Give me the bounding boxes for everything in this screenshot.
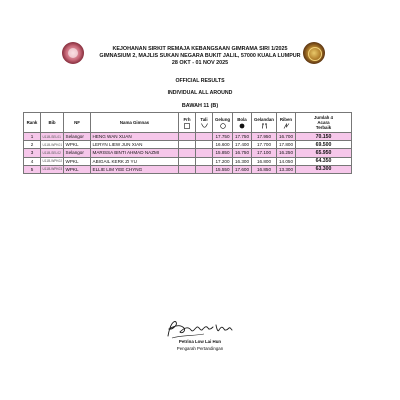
cell-bib: U11B-SEL01 xyxy=(41,133,64,141)
col-gelandan xyxy=(252,113,277,133)
cell-gelung: 15.850 xyxy=(213,149,233,157)
age-group-label: BAWAH 11 (B) xyxy=(181,103,219,109)
rope-icon xyxy=(201,123,208,129)
col-frh xyxy=(179,113,196,133)
cell-nf: Selangor xyxy=(64,149,91,157)
cell-nf: WPKL xyxy=(64,165,91,173)
ball-icon xyxy=(239,123,245,129)
cell-name: MARISSA BINTI AHMAD NAZMI xyxy=(91,149,179,157)
cell-tali xyxy=(196,165,213,173)
cell-tali xyxy=(196,157,213,165)
cell-gelandan: 16.850 xyxy=(252,165,277,173)
table-header-row xyxy=(24,113,352,133)
cell-name: LERYN LIEW JUN XIAN xyxy=(91,141,179,149)
table-row xyxy=(24,157,352,165)
col-riben xyxy=(277,113,296,133)
date-line: 28 OKT - 01 NOV 2025 xyxy=(171,60,229,66)
cell-frh xyxy=(179,157,196,165)
cell-riben: 16.250 xyxy=(277,149,296,157)
table-row xyxy=(24,141,352,149)
cell-rank: 1 xyxy=(24,133,41,141)
col-frh-label: Frh xyxy=(183,116,191,122)
signatory-name: Petrina Low Lai Hun xyxy=(178,339,222,344)
col-bib: Bib xyxy=(41,113,64,133)
cell-name: ELLIE LIM YEE CHYNG xyxy=(91,165,179,173)
event-category-label: INDIVIDUAL ALL AROUND xyxy=(167,90,233,96)
cell-bib: U11B-SEL02 xyxy=(41,149,64,157)
championship-title: KEJOHANAN SIRKIT REMAJA KEBANGSAAN GIMRAMA SIRI 1/2025 xyxy=(112,46,288,52)
cell-nf: WPKL xyxy=(64,141,91,149)
cell-gelandan: 16.800 xyxy=(252,157,277,165)
table-row xyxy=(24,149,352,157)
cell-bola: 17.600 xyxy=(233,165,252,173)
cell-gelandan: 17.100 xyxy=(252,149,277,157)
ribbon-icon xyxy=(283,123,290,129)
col-rank: Rank xyxy=(24,113,41,133)
cell-frh xyxy=(179,133,196,141)
cell-tali xyxy=(196,141,213,149)
cell-total: 69.500 xyxy=(296,141,352,149)
cell-rank: 2 xyxy=(24,141,41,149)
cell-bola: 16.750 xyxy=(233,149,252,157)
cell-gelung: 17.200 xyxy=(213,157,233,165)
signatory-title: Pengarah Pertandingan xyxy=(176,346,224,351)
cell-rank: 5 xyxy=(24,165,41,173)
cell-frh xyxy=(179,149,196,157)
hoop-icon xyxy=(220,123,226,129)
cell-total: 64.350 xyxy=(296,157,352,165)
cell-gelandan: 17.950 xyxy=(252,133,277,141)
cell-nf: WPKL xyxy=(64,157,91,165)
cell-bola: 16.300 xyxy=(233,157,252,165)
col-gelandan-label: Gelandan xyxy=(253,116,274,122)
official-results-label: OFFICIAL RESULTS xyxy=(175,78,225,84)
cell-gelandan: 17.700 xyxy=(252,141,277,149)
free-hand-square-icon xyxy=(184,123,190,129)
cell-bola: 17.400 xyxy=(233,141,252,149)
cell-riben: 16.700 xyxy=(277,133,296,141)
table-row xyxy=(24,133,352,141)
cell-total: 63.300 xyxy=(296,165,352,173)
cell-name: ABIGAIL KERK ZI YU xyxy=(91,157,179,165)
cell-nf: Selangor xyxy=(64,133,91,141)
cell-name: HENG WAN XUAN xyxy=(91,133,179,141)
col-bola xyxy=(233,113,252,133)
col-tali xyxy=(196,113,213,133)
table-row xyxy=(24,165,352,173)
results-table xyxy=(23,112,352,174)
col-gelung xyxy=(213,113,233,133)
handwritten-signature xyxy=(164,316,236,340)
venue-line: GIMNASIUM 2, MAJLIS SUKAN NEGARA BUKIT JALIL, 57000 KUALA LUMPUR xyxy=(99,53,301,59)
cell-tali xyxy=(196,133,213,141)
cell-bib: U11B-WPK03 xyxy=(41,165,64,173)
col-nf: NF xyxy=(64,113,91,133)
cell-gelung: 17.750 xyxy=(213,133,233,141)
col-name: Nama Gimnas xyxy=(91,113,179,133)
col-tali-label: Tali xyxy=(200,116,208,122)
col-total xyxy=(296,113,352,133)
cell-total: 70.150 xyxy=(296,133,352,141)
cell-total: 65.950 xyxy=(296,149,352,157)
cell-frh xyxy=(179,141,196,149)
cell-bib: U11B-WPK02 xyxy=(41,157,64,165)
cell-gelung: 15.550 xyxy=(213,165,233,173)
col-total-line3: Terbaik xyxy=(315,125,332,130)
cell-rank: 4 xyxy=(24,157,41,165)
cell-riben: 17.800 xyxy=(277,141,296,149)
cell-bib: U11B-WPK01 xyxy=(41,141,64,149)
cell-rank: 3 xyxy=(24,149,41,157)
col-riben-label: Riben xyxy=(279,116,293,122)
clubs-icon xyxy=(261,123,268,129)
col-bola-label: Bola xyxy=(237,116,247,122)
cell-riben: 14.050 xyxy=(277,157,296,165)
cell-gelung: 16.600 xyxy=(213,141,233,149)
cell-riben: 13.300 xyxy=(277,165,296,173)
cell-bola: 17.750 xyxy=(233,133,252,141)
col-gelung-label: Gelung xyxy=(214,116,231,122)
col-total-line1: Jumlah 4 xyxy=(313,115,334,120)
cell-tali xyxy=(196,149,213,157)
col-total-line2: Acara xyxy=(317,120,330,125)
cell-frh xyxy=(179,165,196,173)
